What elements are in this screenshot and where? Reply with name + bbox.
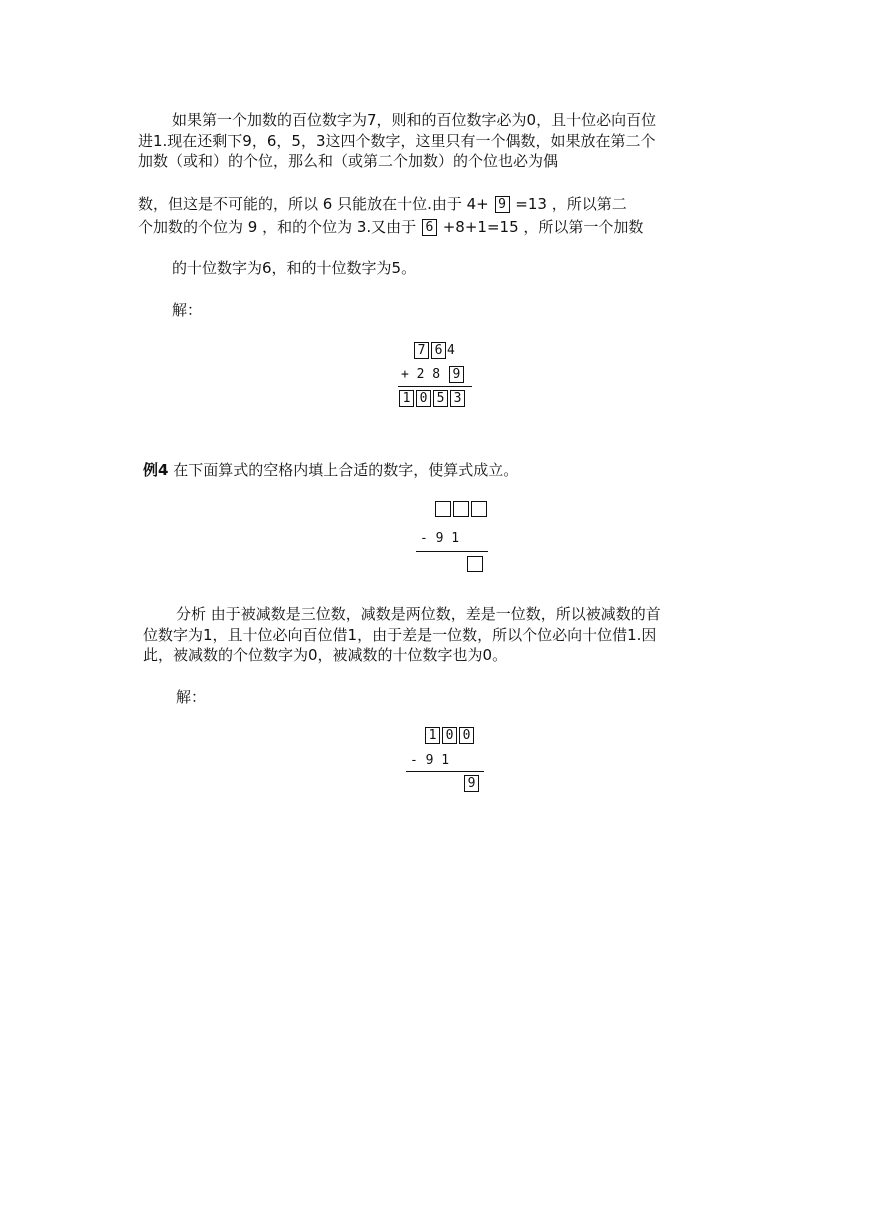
digit-box: 5 [433, 390, 448, 407]
empty-box [453, 501, 469, 517]
sum-rule [398, 386, 472, 387]
digit-box: 6 [422, 219, 437, 236]
solution1-label: 解： [172, 301, 203, 319]
empty-box [435, 501, 451, 517]
difference-rule [416, 551, 488, 552]
solution2-label: 解： [176, 688, 207, 706]
analysis2-line3: 此，被减数的个位数字为0，被减数的十位数字也为0。 [143, 646, 508, 664]
digit-box: 1 [425, 727, 440, 744]
analysis1-line3: 加数（或和）的个位，那么和（或第二个加数）的个位也必为偶 [138, 152, 559, 170]
digit-box: 9 [449, 366, 464, 383]
analysis1-line4-text-b: =13 ，所以第二 [515, 195, 627, 213]
example4-row1 [434, 500, 488, 518]
empty-box [467, 556, 483, 572]
analysis2-line1: 分析 由于被减数是三位数，减数是两位数，差是一位数，所以被减数的首 [176, 605, 661, 623]
analysis2-line2: 位数字为1，且十位必向百位借1，由于差是一位数，所以个位必向十位借1.因 [143, 626, 657, 644]
analysis1-line4 [138, 194, 627, 214]
difference-rule [406, 771, 484, 772]
example4-row2: - 9 1 [420, 531, 460, 546]
example4-heading [143, 460, 518, 480]
analysis1-line5-text-b: +8+1=15 ，所以第一个加数 [442, 218, 644, 236]
digit-box: 3 [450, 390, 465, 407]
analysis1-line2: 进1.现在还剩下9，6，5，3这四个数字，这里只有一个偶数，如果放在第二个 [138, 132, 656, 150]
digit-box: 9 [495, 196, 510, 213]
example-text: 在下面算式的空格内填上合适的数字，使算式成立。 [173, 461, 519, 479]
digit-box: 6 [431, 342, 446, 359]
digit-box: 0 [442, 727, 457, 744]
analysis1-line1: 如果第一个加数的百位数字为7，则和的百位数字必为0，且十位必向百位 [172, 111, 657, 129]
solution2-row2: - 9 1 [410, 753, 450, 768]
solution1-row1 [413, 342, 455, 360]
digit: 4 [447, 343, 455, 358]
empty-box [471, 501, 487, 517]
digit-box: 0 [416, 390, 431, 407]
digit-box: 7 [414, 342, 429, 359]
analysis1-line5-text-a: 个加数的个位为 9 ，和的个位为 3.又由于 [138, 218, 417, 236]
solution1-row2 [401, 366, 465, 384]
analysis1-line4-text-a: 数，但这是不可能的，所以 6 只能放在十位.由于 4+ [138, 195, 489, 213]
analysis1-line6: 的十位数字为6，和的十位数字为5。 [172, 259, 417, 277]
solution2-row1 [424, 727, 475, 745]
digit-box: 0 [459, 727, 474, 744]
example-label: 例4 [143, 461, 169, 479]
addend-digits: + 2 8 [401, 367, 441, 382]
digit-box: 1 [399, 390, 414, 407]
solution1-row3 [398, 390, 466, 408]
solution2-row3 [463, 775, 480, 793]
analysis1-line5 [138, 217, 643, 237]
example4-row3 [466, 555, 484, 573]
digit-box: 9 [464, 775, 479, 792]
